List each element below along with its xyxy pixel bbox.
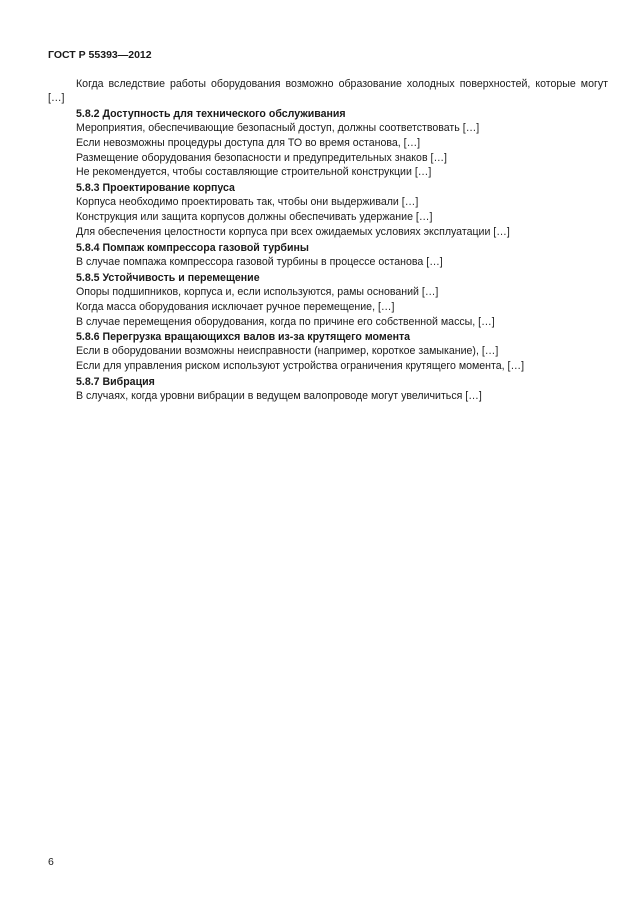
paragraph: Для обеспечения целостности корпуса при всех ожидаемых условиях эксплуатации […]	[76, 226, 510, 239]
paragraph: В случае перемещения оборудования, когда по причине его собственной массы, […]	[76, 315, 495, 328]
paragraph: Размещение оборудования безопасности и предупредительных знаков […]	[76, 151, 448, 164]
section-heading: 5.8.5 Устойчивость и перемещение	[76, 271, 260, 284]
paragraph: Когда вследствие работы оборудования возможно образование холодных поверхностей, которые могут […]	[48, 78, 608, 104]
paragraph: В случае помпажа компрессора газовой турбины в процессе останова […]	[76, 255, 443, 268]
paragraph: Корпуса необходимо проектировать так, чтобы они выдерживали […]	[76, 196, 419, 209]
section-heading: 5.8.4 Помпаж компрессора газовой турбины	[76, 241, 309, 254]
paragraph: Когда масса оборудования исключает ручное перемещение, […]	[76, 300, 395, 313]
paragraph: Конструкция или защита корпусов должны обеспечивать удержание […]	[76, 211, 433, 224]
section-heading: 5.8.6 Перегрузка вращающихся валов из-за крутящего момента	[76, 331, 411, 344]
paragraph: В случаях, когда уровни вибрации в ведущем валопроводе могут увеличиться […]	[76, 390, 482, 403]
section-heading: 5.8.3 Проектирование корпуса	[76, 182, 235, 195]
paragraph: Если невозможны процедуры доступа для ТО во время останова, […]	[76, 136, 421, 149]
paragraph: Если в оборудовании возможны неисправности (например, короткое замыкание), […]	[76, 345, 499, 358]
paragraph: Не рекомендуется, чтобы составляющие строительной конструкции […]	[76, 166, 432, 179]
paragraph: Опоры подшипников, корпуса и, если используются, рамы оснований […]	[76, 285, 439, 298]
document-header: ГОСТ Р 55393—2012	[48, 49, 152, 61]
section-heading: 5.8.7 Вибрация	[76, 376, 155, 389]
paragraph: Мероприятия, обеспечивающие безопасный доступ, должны соответствовать […]	[76, 121, 480, 134]
paragraph: Если для управления риском используют устройства ограничения крутящего момента, […]	[76, 360, 525, 373]
page-number: 6	[48, 856, 54, 868]
section-heading: 5.8.2 Доступность для технического обслуживания	[76, 107, 346, 120]
document-body	[48, 78, 608, 405]
